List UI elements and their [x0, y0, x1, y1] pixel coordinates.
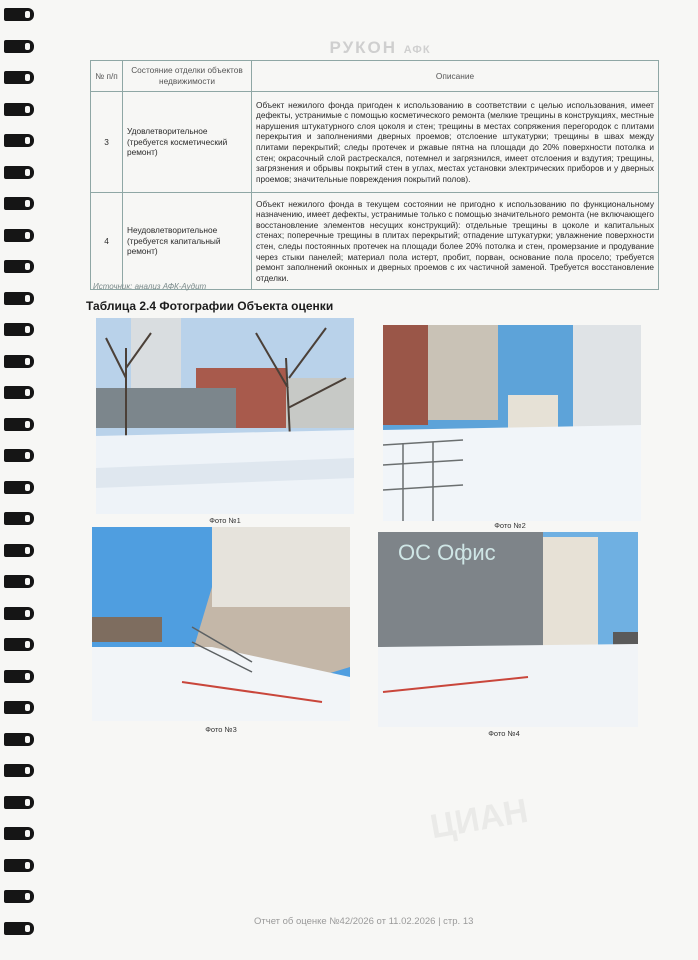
page-footer: Отчет об оценке №42/2026 от 11.02.2026 | стр. 13 [254, 916, 474, 927]
binding-ring [4, 481, 34, 494]
row-state: Неудовлетворительное (требуется капитальный ремонт) [123, 193, 252, 290]
binding-ring [4, 922, 34, 935]
binding-ring [4, 544, 34, 557]
binding-ring [4, 134, 34, 147]
logo-sub-text: АФК [403, 44, 431, 56]
photo-caption: Фото №1 [209, 516, 241, 525]
binding-ring [4, 827, 34, 840]
photo-2 [383, 325, 641, 521]
binding-ring [4, 260, 34, 273]
binding-ring [4, 40, 34, 53]
binding-ring [4, 512, 34, 525]
binding-ring [4, 859, 34, 872]
binding-ring [4, 386, 34, 399]
photo-caption: Фото №4 [488, 729, 520, 738]
row-desc: Объект нежилого фонда пригоден к использованию в соответствии с целью использования, имеет дефекты, устранимые с помощью косметического ремонта (мелкие трещины в конструкциях, местные нарушения штукатурного слоя цоколя и стен; трещины в местах сопряжения перегородок с плитами перекрытия и заполнениями дверных проемов; отслоение штукатурки; трещины в швах между плитами перекрытий; следы протечек и ржавые пятна на площади до 20% поверхности потолка и стен; окрасочный слой растрескался, потемнел и загрязнился, имеет отслоения и вздутия; трещины, загрязнения и обрывы покрытий стен в углах, местах установки электрических приборов и у дверных проемов; значительные повреждения покрытий полов). [252, 92, 659, 193]
binding-ring [4, 607, 34, 620]
binding-ring [4, 166, 34, 179]
row-desc: Объект нежилого фонда в текущем состоянии не пригодно к использованию по функциональному назначению, имеет дефекты, устранимые только с помощью значительного ремонта (не включающего восстановление элементов несущих конструкций): отдельные трещины в цоколе и капитальных стенах; поперечные трещины в плитах перекрытий; отпадение штукатурки; увлажнение поверхности стен, следы постоянных протечек на площади более 20% потолка и стен, промерзание и продувание через стыки панелей; материал пола истерт, пробит, порван, основание пола просело; требуется ремонт заполнений оконных и дверных проемов с их частичной заменой. Требуется восстановление отделки. [252, 193, 659, 290]
table-row [91, 193, 659, 290]
photo-3 [92, 527, 350, 721]
binding-ring [4, 71, 34, 84]
row-num: 4 [91, 193, 123, 290]
table-row [91, 92, 659, 193]
storefront-sign-text: ОС Офис [398, 540, 496, 565]
row-state: Удовлетворительное (требуется косметический ремонт) [123, 92, 252, 193]
photo-caption: Фото №3 [205, 725, 237, 734]
photo-1 [96, 318, 354, 514]
binding-ring [4, 890, 34, 903]
photos-table-title: Таблица 2.4 Фотографии Объекта оценки [86, 299, 334, 313]
binding-ring [4, 733, 34, 746]
binding-ring [4, 796, 34, 809]
binding-ring [4, 197, 34, 210]
header-desc: Описание [252, 61, 659, 92]
header-num: № п/п [91, 61, 123, 92]
header-state: Состояние отделки объектов недвижимости [123, 61, 252, 92]
logo-main-text: РУКОН [329, 38, 398, 57]
row-num: 3 [91, 92, 123, 193]
binding-ring [4, 764, 34, 777]
binding-ring [4, 449, 34, 462]
binding-ring [4, 638, 34, 651]
binding-ring [4, 418, 34, 431]
condition-table [90, 60, 659, 290]
table-header-row [91, 61, 659, 92]
spiral-binding [0, 0, 40, 960]
photo-caption: Фото №2 [494, 521, 526, 530]
source-note: Источник: анализ АФК-Аудит [93, 282, 207, 291]
binding-ring [4, 575, 34, 588]
binding-ring [4, 670, 34, 683]
binding-ring [4, 701, 34, 714]
binding-ring [4, 292, 34, 305]
binding-ring [4, 103, 34, 116]
photo-4 [378, 532, 638, 727]
watermark: ЦИАН [427, 791, 531, 847]
binding-ring [4, 355, 34, 368]
binding-ring [4, 8, 34, 21]
company-logo [300, 38, 460, 58]
binding-ring [4, 323, 34, 336]
binding-ring [4, 229, 34, 242]
